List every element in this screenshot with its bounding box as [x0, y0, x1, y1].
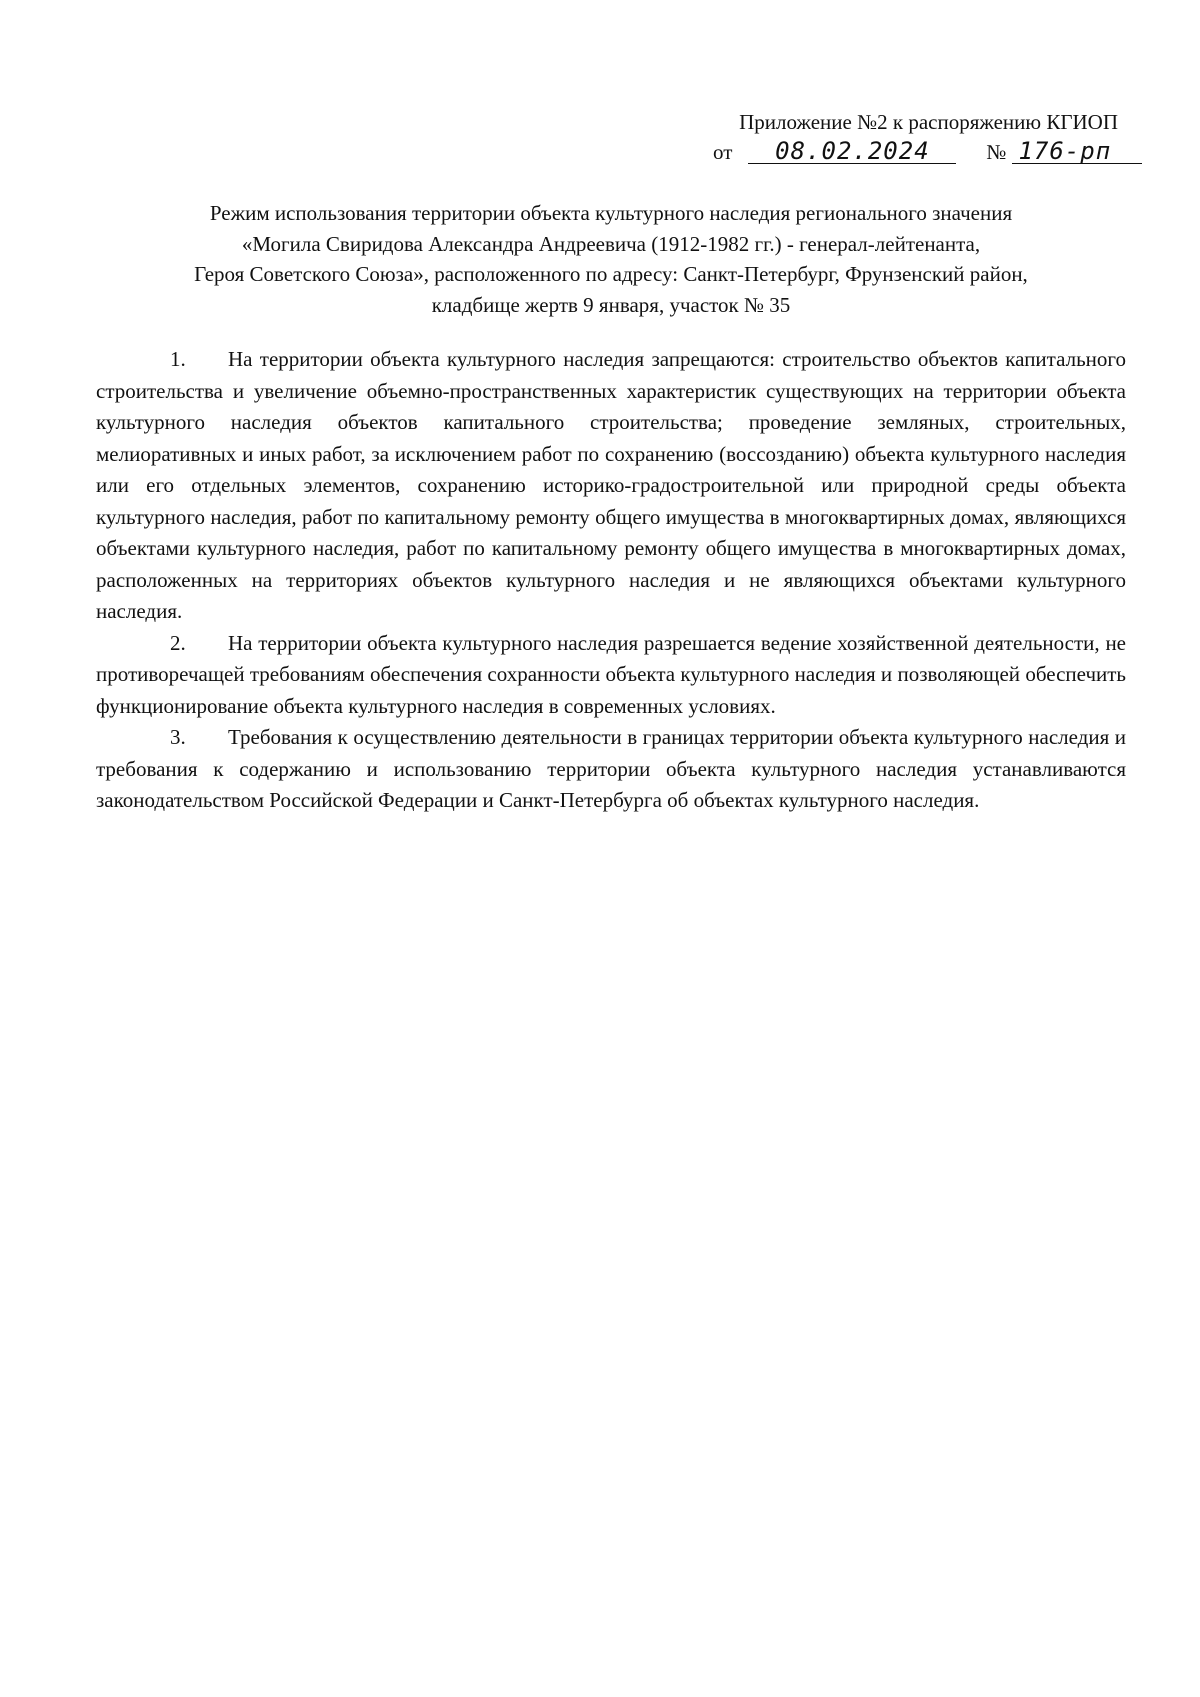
paragraph-number: 1.: [170, 347, 186, 371]
document-title: [96, 198, 1126, 320]
title-line-4: кладбище жертв 9 января, участок № 35: [431, 292, 791, 317]
title-line-3: Героя Советского Союза», расположенного по адресу: Санкт-Петербург, Фрунзенский район,: [194, 262, 1028, 286]
handwritten-order-number: 176-рп: [1012, 139, 1142, 164]
annex-line: Приложение №2 к распоряжению КГИОП: [739, 110, 1118, 134]
paragraph-number: 2.: [170, 630, 186, 655]
paragraph-text: На территории объекта культурного наследия запрещаются: строительство объектов капитального строительства и увеличение объемно-пространственных характеристик существующих на территории объекта культурного наследия объектов капитального строительства; проведение земляных, строительных, мелиоративных и иных работ, за исключением работ по сохранению (воссозданию) объекта культурного наследия или его отдельных элементов, сохранению историко-градостроительной или природной среды объекта культурного наследия, работ по капитальному ремонту общего имущества в многоквартирных домах, являющихся объектами культурного наследия, работ по капитальному ремонту общего имущества в многоквартирных домах, расположенных на территориях объектов культурного наследия и не являющихся объектами культурного наследия.: [96, 347, 1126, 623]
paragraph-text: Требования к осуществлению деятельности в границах территории объекта культурного наследия и требования к содержанию и использованию территории объекта культурного наследия устанавливаются законодательством Российской Федерации и Санкт-Петербурга об объектах культурного наследия.: [96, 725, 1126, 812]
order-details-line: [598, 138, 1118, 166]
title-line-1: Режим использования территории объекта культурного наследия регионального значения: [209, 201, 1013, 225]
paragraph-1: [96, 344, 1126, 628]
annex-header: [598, 108, 1118, 166]
paragraph-2: [96, 628, 1126, 723]
paragraph-3: [96, 722, 1126, 817]
from-label: от: [713, 140, 733, 164]
handwritten-date: 08.02.2024: [748, 139, 956, 164]
document-body: [96, 344, 1126, 817]
paragraph-number: 3.: [170, 725, 186, 749]
title-line-2: «Могила Свиридова Александра Андреевича (1912-1982 гг.) - генерал-лейтенанта,: [241, 231, 981, 256]
paragraph-text: На территории объекта культурного наследия разрешается ведение хозяйственной деятельности, не противоречащей требованиям обеспечения сохранности объекта культурного наследия и позволяющей обеспечить функционирование объекта культурного наследия в современных условиях.: [96, 630, 1126, 718]
number-label: №: [986, 140, 1007, 164]
